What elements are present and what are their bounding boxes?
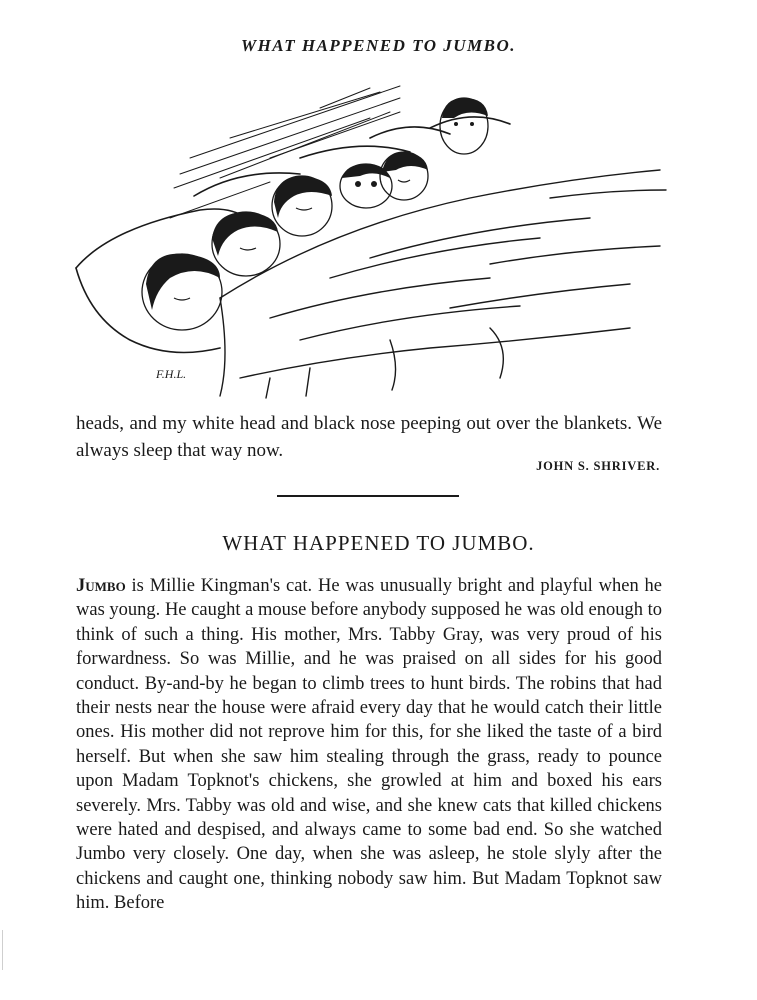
closed-eyes	[174, 180, 410, 300]
continued-story-text	[76, 410, 662, 464]
running-head: WHAT HAPPENED TO JUMBO.	[240, 36, 517, 55]
story-body	[76, 574, 662, 916]
continued-line-2: blankets. We always sleep that way now.	[76, 413, 663, 461]
continued-line-1: heads, and my white head and black nose peeping out over the	[76, 413, 559, 434]
blanket	[220, 170, 666, 398]
story-first-word: Jumbo	[76, 576, 126, 596]
section-divider	[277, 495, 459, 497]
author-signature: JOHN S. SHRIVER.	[536, 459, 660, 473]
artist-signature: F.H.L.	[156, 367, 187, 381]
page-edge-mark	[2, 930, 3, 970]
story-title: WHAT HAPPENED TO JUMBO.	[222, 531, 535, 555]
story-body-text: is Millie Kingman's cat. He was unusually bright and playful when he was young. He caught a mouse before anybody supposed he was old enough to think of such a thing. His mother, Mrs. Tabby Gray, was very proud of his forwardness. So was Millie, and he was praised on all sides for his good conduct. By-and-by he began to climb trees to hunt birds. The robins that had their nests near the house were afraid every day that he would catch their little ones. His mother did not reprove him for this, for she liked the taste of a bird herself. But when she saw him stealing through the grass, ready to pounce upon Madam Topknot's chickens, she growled at him and boxed his ears severely. Mrs. Tabby was old and wise, and she knew cats that killed chickens were hated and despised, and always came to some bad end. So she watched Jumbo very closely. One day, when she was asleep, he stole slyly after the chickens and caught one, thinking nobody saw him. But Madam Topknot saw him. Before	[76, 576, 662, 914]
sleeping-children-illustration	[70, 78, 670, 400]
sleeping-heads	[142, 98, 488, 330]
